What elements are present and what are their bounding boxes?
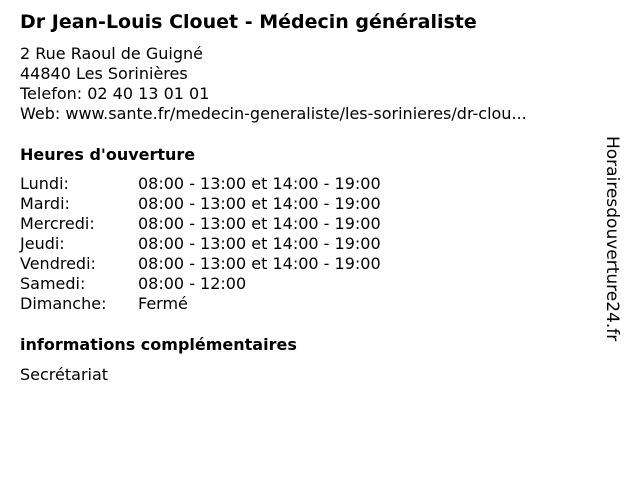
day-label: Jeudi: bbox=[20, 234, 65, 253]
time-value: Fermé bbox=[138, 294, 188, 313]
day-label: Vendredi: bbox=[20, 254, 96, 273]
time-value: 08:00 - 12:00 bbox=[138, 274, 247, 293]
day-label: Lundi: bbox=[20, 174, 69, 193]
day-label: Mercredi: bbox=[20, 214, 95, 233]
extra-info-text: Secrétariat bbox=[20, 365, 109, 384]
time-value: 08:00 - 13:00 et 14:00 - 19:00 bbox=[138, 174, 381, 193]
time-value: 08:00 - 13:00 et 14:00 - 19:00 bbox=[138, 234, 381, 253]
hours-heading: Heures d'ouverture bbox=[20, 145, 196, 164]
day-label: Mardi: bbox=[20, 194, 70, 213]
day-label: Samedi: bbox=[20, 274, 86, 293]
site-watermark: Horairesdouverture24.fr bbox=[602, 136, 622, 342]
time-value: 08:00 - 13:00 et 14:00 - 19:00 bbox=[138, 194, 381, 213]
extra-info-heading: informations complémentaires bbox=[20, 335, 297, 354]
website-link[interactable]: Web: www.sante.fr/medecin-generaliste/les-sorinieres/dr-clou... bbox=[20, 104, 527, 123]
contact-block bbox=[20, 44, 527, 124]
address-city: 44840 Les Sorinières bbox=[20, 64, 188, 83]
time-value: 08:00 - 13:00 et 14:00 - 19:00 bbox=[138, 214, 381, 233]
phone-number: Telefon: 02 40 13 01 01 bbox=[20, 84, 210, 103]
address-street: 2 Rue Raoul de Guigné bbox=[20, 44, 203, 63]
time-value: 08:00 - 13:00 et 14:00 - 19:00 bbox=[138, 254, 381, 273]
day-label: Dimanche: bbox=[20, 294, 107, 313]
page-title: Dr Jean-Louis Clouet - Médecin généraliste bbox=[20, 11, 477, 33]
